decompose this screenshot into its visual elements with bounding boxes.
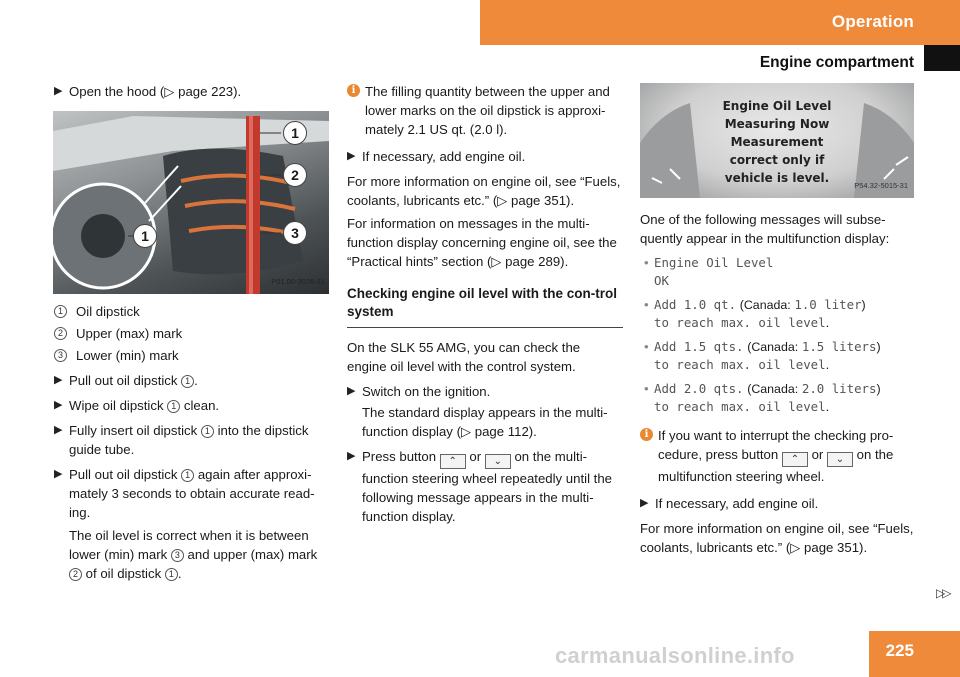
info-note-interrupt: i If you want to interrupt the checking pro-cedure, press button ⌃ or ⌄ on the multifunction steering wheel.	[640, 426, 916, 486]
step-arrow-icon: ▶	[54, 374, 63, 386]
step-add-oil: ▶ If necessary, add engine oil.	[640, 496, 819, 511]
subsection-title: Engine compartment	[759, 54, 914, 71]
multifunction-display-photo	[640, 83, 914, 198]
message-option: • Add 2.0 qts. (Canada: 2.0 liters) to reach max. oil level.	[644, 381, 881, 414]
step-pull-again: ▶ Pull out oil dipstick 1 again after approxi-mately 3 seconds to obtain accurate read-ing.	[54, 467, 315, 520]
section-marker	[924, 45, 960, 71]
step-arrow-icon: ▶	[347, 150, 356, 162]
callout-1-inset: 1	[133, 224, 157, 248]
legend-item: 2 Upper (max) mark	[54, 324, 330, 343]
watermark: carmanualsonline.info	[555, 643, 795, 668]
continue-icon: ▷▷	[936, 586, 949, 600]
column-left	[54, 82, 330, 589]
step-insert-dipstick: ▶ Fully insert oil dipstick 1 into the dipstick guide tube.	[54, 423, 309, 457]
legend-item: 3 Lower (min) mark	[54, 346, 330, 365]
messages-info-text: For information on messages in the multi-function display concerning engine oil, see the “Practical hints” section (▷ page 289).	[347, 216, 617, 269]
engine-compartment-photo	[53, 111, 329, 294]
section-heading: Checking engine oil level with the con-trol system	[347, 285, 623, 328]
step-arrow-icon: ▶	[347, 450, 356, 462]
display-message: Engine Oil Level Measuring Now Measurement correct only if vehicle is level.	[722, 99, 832, 185]
page-number: 225	[885, 641, 914, 660]
callout-2: 2	[283, 163, 307, 187]
more-info-text: For more information on engine oil, see “Fuels, coolants, lubricants etc.” (▷ page 351).	[347, 174, 621, 208]
step-wipe-dipstick: ▶ Wipe oil dipstick 1 clean.	[54, 398, 220, 413]
more-info-text: For more information on engine oil, see “Fuels, coolants, lubricants etc.” (▷ page 351).	[640, 521, 914, 555]
callout-1-top: 1	[283, 121, 307, 145]
section-title: Operation	[831, 12, 914, 31]
step-arrow-icon: ▶	[640, 497, 649, 509]
step-arrow-icon: ▶	[54, 468, 63, 480]
step-arrow-icon: ▶	[347, 385, 356, 397]
info-note-filling: i The filling quantity between the upper and lower marks on the oil dipstick is approxi-mately 2.1 US qt. (2.0 l).	[347, 82, 623, 139]
intro-text: On the SLK 55 AMG, you can check the engine oil level with the control system.	[347, 340, 581, 374]
up-arrow-button-icon: ⌃	[440, 454, 466, 469]
figure-reference: P01.00-3026-31	[271, 277, 325, 286]
message-option: • Add 1.5 qts. (Canada: 1.5 liters) to reach max. oil level.	[644, 339, 881, 372]
column-right	[640, 82, 916, 561]
callout-3: 3	[283, 221, 307, 245]
info-icon: i	[347, 84, 360, 97]
info-icon: i	[640, 428, 653, 441]
section-header-bar	[480, 0, 960, 45]
column-middle	[347, 82, 623, 532]
step-pull-dipstick: ▶ Pull out oil dipstick 1 .	[54, 373, 198, 388]
step-arrow-icon: ▶	[54, 85, 63, 97]
legend-item: 1 Oil dipstick	[54, 302, 330, 321]
step-add-oil: ▶ If necessary, add engine oil.	[347, 149, 526, 164]
standard-display-note: The standard display appears in the multi-function display (▷ page 112).	[362, 405, 608, 439]
step-ignition: ▶ Switch on the ignition.	[347, 384, 491, 399]
step-press-button: ▶ Press button ⌃ or ⌄ on the multi-function steering wheel repeatedly until the following message appears in the multi-function display.	[347, 449, 612, 524]
figure-reference: P54.32-5015-31	[854, 181, 908, 190]
down-arrow-button-icon: ⌄	[485, 454, 511, 469]
message-option: • Add 1.0 qt. (Canada: 1.0 liter) to reach max. oil level.	[644, 297, 866, 330]
step-arrow-icon: ▶	[54, 424, 63, 436]
up-arrow-button-icon: ⌃	[782, 452, 808, 467]
oil-level-note: The oil level is correct when it is between lower (min) mark 3 and upper (max) mark 2 of oil dipstick 1 .	[69, 528, 318, 581]
step-open-hood: ▶ Open the hood (▷ page 223).	[54, 84, 242, 99]
message-option: • Engine Oil Level OK	[644, 255, 774, 288]
step-arrow-icon: ▶	[54, 399, 63, 411]
following-messages-text: One of the following messages will subse-quently appear in the multifunction display:	[640, 212, 890, 246]
down-arrow-button-icon: ⌄	[827, 452, 853, 467]
page-number-box	[869, 631, 960, 677]
